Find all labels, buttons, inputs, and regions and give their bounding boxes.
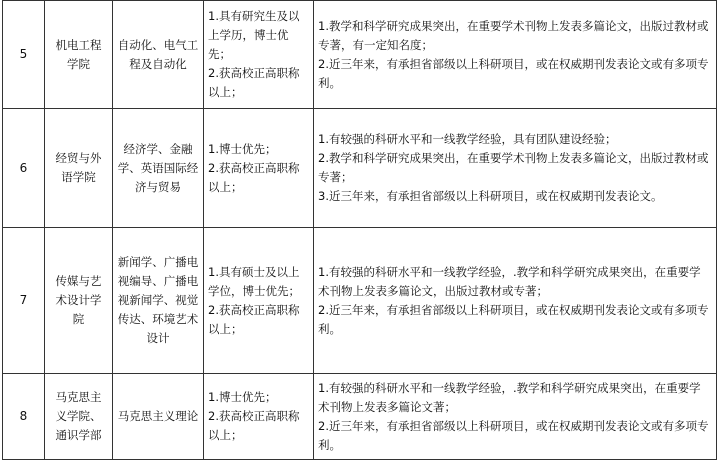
college-name — [45, 109, 113, 228]
row-number: 8 — [3, 374, 45, 460]
degree-item: 1.具有研究生及以上学历，博士优先； — [208, 9, 300, 61]
requirement-item: 1.有较强的科研水平和一线教学经验，.教学和科学研究成果突出，在重要学术刊物上发表多篇论文著； — [318, 380, 701, 414]
requirement-item: 2.近三年来，有承担省部级以上科研项目，或在权威期刊发表论文或有多项专利。 — [318, 56, 709, 90]
requirement-item: 2.近三年来，有承担省部级以上科研项目，或在权威期刊发表论文或有多项专利。 — [318, 418, 709, 452]
table-row — [3, 374, 717, 460]
table-row — [3, 1, 717, 109]
college-name — [45, 374, 113, 460]
requirement-item: 2.近三年来，有承担省部级以上科研项目，或在权威期刊发表论文或有多项专利。 — [318, 302, 709, 336]
degree-item: 2.获高校正高职称以上； — [208, 302, 300, 336]
degree-item: 1.具有硕士及以上学位，博士优先； — [208, 264, 300, 298]
requirements-cell — [314, 1, 717, 109]
majors-cell — [113, 228, 204, 374]
degree-cell — [204, 374, 314, 460]
table-row — [3, 228, 717, 374]
majors-cell — [113, 374, 204, 460]
degree-item: 1.博士优先； — [208, 141, 277, 156]
requirement-item: 1.有较强的科研水平和一线教学经验，.教学和科学研究成果突出，在重要学术刊物上发表多篇论文，出版过教材或专著； — [318, 264, 701, 298]
degree-item: 2.获高校正高职称以上； — [208, 409, 300, 442]
requirements-cell — [314, 228, 717, 374]
degree-cell — [204, 109, 314, 228]
requirement-item: 1.教学和科学研究成果突出，在重要学术刊物上发表多篇论文，出版过教材或专著，有一定知名度； — [318, 18, 709, 52]
row-number: 6 — [3, 109, 45, 228]
requirements-cell — [314, 374, 717, 460]
college-name — [45, 1, 113, 109]
college-name — [45, 228, 113, 374]
majors-cell — [113, 109, 204, 228]
majors-cell — [113, 1, 204, 109]
majors-text: 新闻学、广播电视编导、广播电视新闻学、视觉传达、环境艺术设计 — [117, 255, 199, 345]
majors-text: 经济学、金融学、英语国际经济与贸易 — [117, 141, 199, 194]
requirement-item: 3.近三年来，有承担省部级以上科研项目，或在权威期刊发表论文。 — [318, 189, 663, 203]
majors-text: 自动化、电气工程及自动化 — [117, 37, 199, 71]
recruitment-requirements-table — [2, 0, 717, 460]
college-text: 传媒与艺术设计学院 — [55, 274, 102, 326]
requirement-item: 1.有较强的科研水平和一线教学经验，具有团队建设经验； — [318, 132, 617, 146]
college-text: 经贸与外语学院 — [55, 151, 102, 184]
row-number: 7 — [3, 228, 45, 374]
college-text: 马克思主义学院、通识学部 — [55, 390, 102, 442]
degree-cell — [204, 228, 314, 374]
degree-item: 2.获高校正高职称以上； — [208, 160, 300, 194]
majors-text: 马克思主义理论 — [117, 409, 199, 423]
table-row — [3, 109, 717, 228]
degree-item: 1.博士优先； — [208, 390, 277, 404]
row-number: 5 — [3, 1, 45, 109]
requirement-item: 2.教学和科学研究成果突出，在重要学术刊物上发表多篇论文，出版过教材或专著； — [318, 151, 709, 184]
degree-item: 2.获高校正高职称以上； — [208, 66, 300, 99]
requirements-cell — [314, 109, 717, 228]
degree-cell — [204, 1, 314, 109]
college-text: 机电工程学院 — [55, 37, 102, 71]
